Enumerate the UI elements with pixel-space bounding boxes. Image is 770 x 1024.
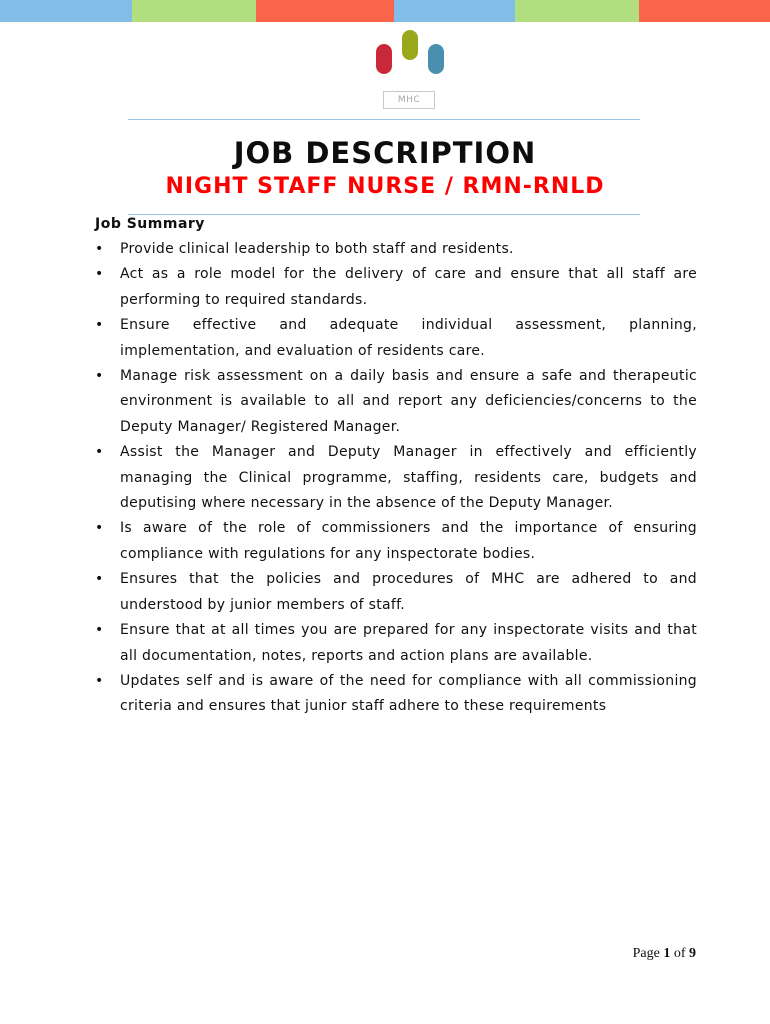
- total-pages: 9: [689, 946, 696, 961]
- section-heading: Job Summary: [95, 216, 205, 232]
- bullet-icon: •: [95, 266, 104, 283]
- list-item-text: Provide clinical leadership to both staff and residents.: [120, 241, 514, 257]
- title-divider: [128, 214, 640, 215]
- list-item-text: Act as a role model for the delivery of care and ensure that all staff are performing to required standards.: [120, 266, 697, 308]
- color-segment: [256, 0, 394, 22]
- color-segment: [515, 0, 639, 22]
- color-segment: [394, 0, 515, 22]
- header-color-bar: [0, 0, 770, 22]
- list-item-text: Ensure that at all times you are prepared for any inspectorate visits and that all documentation, notes, reports and action plans are available.: [120, 622, 697, 664]
- current-page: 1: [663, 946, 671, 961]
- list-item: [95, 237, 697, 262]
- logo-pill-blue: [428, 44, 444, 74]
- page-label: Page: [632, 946, 660, 961]
- bullet-icon: •: [95, 368, 104, 385]
- bullet-icon: •: [95, 571, 104, 588]
- bullet-icon: •: [95, 622, 104, 639]
- list-item-text: Is aware of the role of commissioners and the importance of ensuring compliance with regulations for any inspectorate bodies.: [120, 520, 697, 562]
- list-item-text: Updates self and is aware of the need for compliance with all commissioning criteria and ensures that junior staff adhere to these requirements: [120, 672, 697, 715]
- color-segment: [639, 0, 770, 22]
- logo-pill-green: [402, 30, 418, 60]
- list-item: [95, 313, 697, 364]
- job-title: NIGHT STAFF NURSE / RMN-RNLD: [165, 174, 605, 199]
- list-item: [95, 364, 697, 440]
- list-item-text: Assist the Manager and Deputy Manager in effectively and efficiently managing the Clinical programme, staffing, residents care, budgets and deputising where necessary in the absence of the Deputy Manager.: [120, 444, 697, 512]
- list-item: [95, 567, 697, 618]
- list-item: [95, 516, 697, 567]
- list-item-text: Ensures that the policies and procedures of MHC are adhered to and understood by junior members of staff.: [120, 571, 697, 613]
- list-item: [95, 669, 697, 720]
- bullet-icon: •: [95, 317, 104, 334]
- list-item-text: Manage risk assessment on a daily basis and ensure a safe and therapeutic environment is available to all and report any deficiencies/concerns to the Deputy Manager/ Registered Manager.: [120, 368, 697, 435]
- list-item-text: Ensure effective and adequate individual assessment, planning, implementation, and evaluation of residents care.: [120, 317, 697, 359]
- of-label: of: [673, 946, 686, 961]
- page-number: [633, 946, 696, 962]
- list-item: [95, 440, 697, 516]
- bullet-icon: •: [95, 520, 104, 537]
- job-summary-list: [95, 237, 697, 720]
- bullet-icon: •: [95, 672, 104, 689]
- list-item: [95, 618, 697, 669]
- color-segment: [0, 0, 132, 22]
- color-segment: [132, 0, 256, 22]
- page-title: JOB DESCRIPTION: [233, 136, 537, 170]
- logo-text: MHC: [383, 91, 435, 109]
- bullet-icon: •: [95, 241, 104, 257]
- logo-pill-red: [376, 44, 392, 74]
- bullet-icon: •: [95, 444, 104, 461]
- list-item: [95, 262, 697, 313]
- header-divider: [128, 119, 640, 120]
